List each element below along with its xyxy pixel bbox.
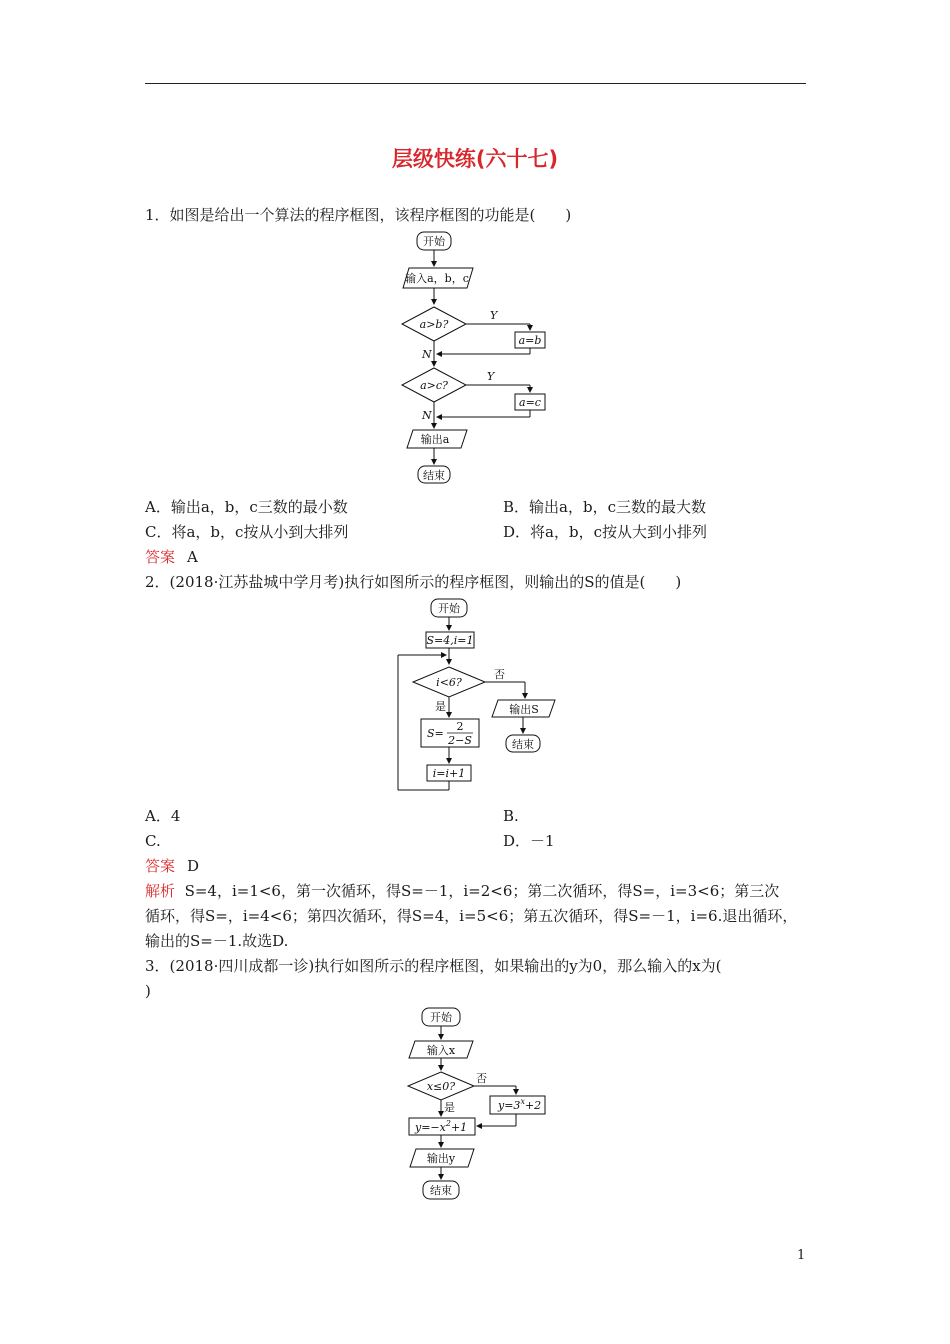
q1-no1-text: N (422, 348, 432, 361)
q2-assign-lhs: S= (427, 727, 444, 740)
q2-analysis-line-2: 循环，得S=，i=4<6；第四次循环，得S=4，i=5<6；第五次循环，得S=－1，i=6.退出循环， (145, 907, 798, 925)
q3-cond-text: x≤0? (426, 1080, 456, 1093)
q1-yes2-text: Y (487, 370, 495, 383)
page-title: 层级快练(六十七) (391, 147, 559, 171)
q3-right-tail: +2 (524, 1099, 542, 1112)
page-number: 1 (797, 1248, 806, 1263)
q1-cond1-text: a>b? (419, 318, 449, 331)
q1-option-d: D．将a，b，c按从大到小排列 (503, 523, 707, 541)
q3-input-text: 输入x (426, 1044, 456, 1057)
q2-answer-value: D (187, 857, 200, 875)
q2-stem: 2．(2018·江苏盐城中学月考)执行如图所示的程序框图，则输出的S的值是( ) (145, 573, 682, 591)
q2-cond-text: i<6? (436, 676, 462, 689)
q1-no2-text: N (422, 409, 432, 422)
q1-assign2-text: a=c (519, 396, 541, 409)
q2-option-c: C. (145, 832, 161, 850)
q3-no-text: 否 (476, 1072, 487, 1085)
q2-assign-num: 2 (456, 720, 464, 733)
q1-end-text: 结束 (423, 469, 445, 482)
q3-left-base: y=−x (415, 1121, 446, 1134)
q1-answer-label: 答案 (145, 548, 176, 566)
q2-assign-den: 2−S (448, 734, 472, 747)
q1-assign1-text: a=b (518, 334, 542, 347)
q2-flowchart (393, 597, 563, 795)
q1-cond2-text: a>c? (420, 379, 448, 392)
q1-answer-value: A (187, 548, 198, 566)
q2-answer (145, 856, 199, 876)
q1-yes1-text: Y (490, 309, 498, 322)
q1-option-a: A．输出a，b，c三数的最小数 (145, 498, 348, 516)
q3-flowchart (402, 1004, 562, 1206)
q2-analysis-line-3: 输出的S=－1.故选D. (145, 932, 289, 950)
q3-right-exp: x (520, 1097, 525, 1106)
q3-end-text: 结束 (430, 1184, 452, 1197)
q3-left-exp: 2 (445, 1119, 451, 1128)
q3-yes-text: 是 (444, 1101, 455, 1114)
q2-option-d: D．－1 (503, 832, 555, 850)
q2-output-text: 输出S (509, 703, 539, 716)
q3-left-text (414, 1119, 467, 1134)
q3-stem-line-1: 3．(2018·四川成都一诊)执行如图所示的程序框图，如果输出的y为0，那么输入的x为( (145, 957, 722, 975)
header-rule (145, 83, 806, 84)
q2-analysis-text-1: S=4，i=1<6，第一次循环，得S=－1，i=2<6；第二次循环，得S=，i=3<6；第三次 (184, 882, 780, 900)
q2-incr-text: i=i+1 (432, 767, 466, 780)
q2-answer-label: 答案 (145, 857, 176, 875)
q3-left-tail: +1 (450, 1121, 468, 1134)
q1-output-text: 输出a (420, 433, 450, 446)
q1-answer (145, 547, 198, 567)
q2-analysis-label: 解析 (145, 882, 176, 900)
q3-right-text (497, 1097, 541, 1112)
q2-option-b: B. (503, 807, 519, 825)
q2-option-a: A．4 (145, 807, 181, 825)
q2-yes-text: 是 (435, 700, 446, 713)
q2-no-text: 否 (494, 668, 505, 681)
q1-input-text: 输入a，b，c (405, 272, 469, 285)
q3-output-text: 输出y (426, 1152, 456, 1165)
q2-analysis-line-1 (145, 881, 779, 901)
q1-option-b: B．输出a，b，c三数的最大数 (503, 498, 706, 516)
q2-init-text: S=4,i=1 (426, 634, 474, 647)
q1-flowchart (395, 228, 555, 490)
q3-start-text: 开始 (430, 1011, 452, 1024)
q2-end-text: 结束 (512, 738, 534, 751)
q1-stem: 1．如图是给出一个算法的程序框图，该程序框图的功能是( ) (145, 206, 572, 224)
q3-right-base: y=3 (498, 1099, 521, 1112)
q1-start-text: 开始 (423, 235, 445, 248)
q1-option-c: C．将a，b，c按从小到大排列 (145, 523, 349, 541)
q3-stem-line-2: ) (145, 982, 151, 1000)
q2-start-text: 开始 (438, 602, 460, 615)
